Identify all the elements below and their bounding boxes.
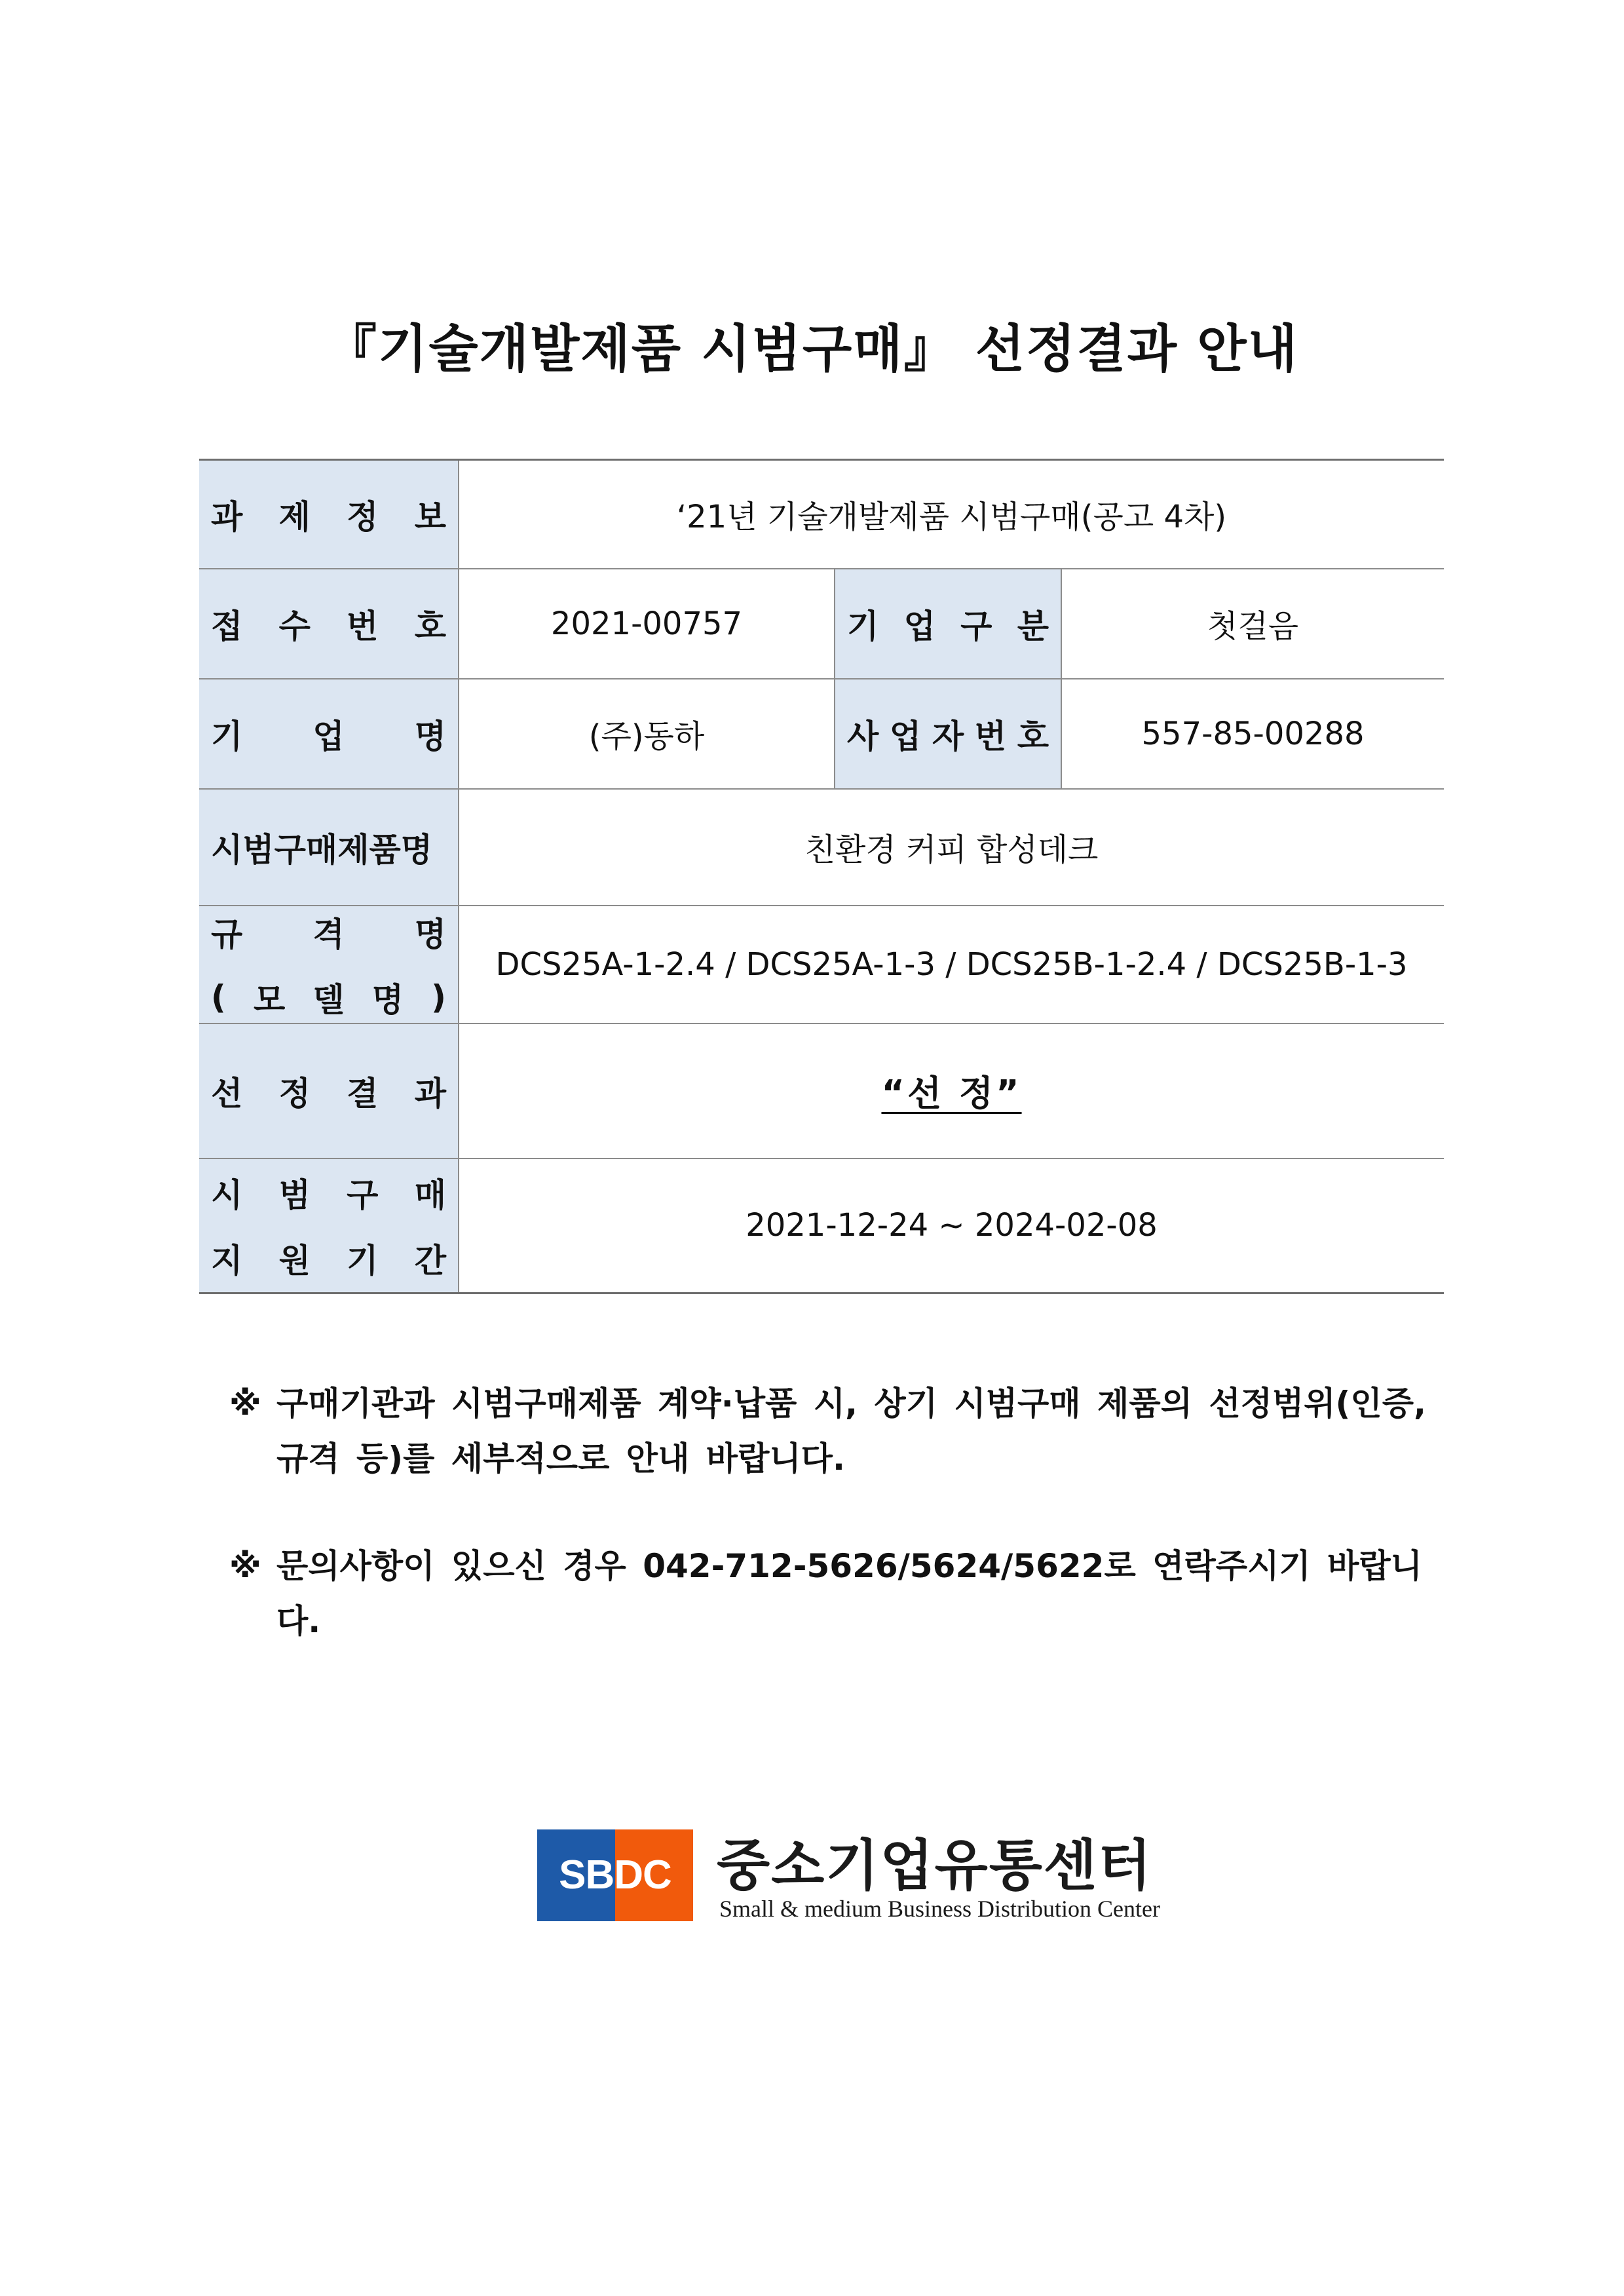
label-task-info: 과 제 정 보 (199, 460, 459, 569)
logo-abbr: SBDC (559, 1852, 671, 1898)
value-spec-name: DCS25A-1-2.4 / DCS25A-1-3 / DCS25B-1-2.4 / DCS25B-1-3 (459, 906, 1444, 1024)
note-item (229, 1376, 1448, 1486)
logo-name-english: Small & medium Business Distribution Center (719, 1896, 1160, 1922)
reference-mark-icon: ※ (229, 1547, 261, 1585)
label-company-type: 기 업 구 분 (835, 569, 1061, 679)
value-business-no: 557-85-00288 (1061, 679, 1444, 789)
label-business-no: 사 업 자 번 호 (835, 679, 1061, 789)
note-text: 문의사항이 있으신 경우 042-712-5626/5624/5622로 연락주시기 바랍니다. (276, 1547, 1422, 1640)
note-text: 구매기관과 시범구매제품 계약·납품 시, 상기 시범구매 제품의 선정범위(인증, 규격 등)를 세부적으로 안내 바랍니다. (276, 1385, 1426, 1478)
row-support-period (199, 1158, 1444, 1293)
row-spec-name (199, 906, 1444, 1024)
value-company-type: 첫걸음 (1061, 569, 1444, 679)
row-product-name (199, 789, 1444, 906)
row-receipt (199, 569, 1444, 679)
note-item (229, 1539, 1448, 1649)
value-support-period: 2021-12-24 ~ 2024-02-08 (459, 1158, 1444, 1293)
row-selection-result (199, 1024, 1444, 1158)
selection-result-text: “선 정” (881, 1073, 1022, 1114)
sbdc-logo-mark (537, 1829, 693, 1921)
value-company-name: (주)동하 (459, 679, 835, 789)
row-company (199, 679, 1444, 789)
document-title: 『기술개발제품 시범구매』 선정결과 안내 (325, 320, 1299, 379)
label-company-name: 기 업 명 (199, 679, 459, 789)
row-task-info (199, 460, 1444, 569)
value-task-info: ‘21년 기술개발제품 시범구매(공고 4차) (459, 460, 1444, 569)
label-spec-name: 규 격 명 ( 모 델 명 ) (199, 906, 459, 1024)
label-receipt-no: 접 수 번 호 (199, 569, 459, 679)
selection-info-table (199, 459, 1444, 1294)
sbdc-logo (537, 1808, 1160, 1940)
notes-section (229, 1376, 1448, 1649)
value-product-name: 친환경 커피 합성데크 (459, 789, 1444, 906)
label-selection-result: 선 정 결 과 (199, 1024, 459, 1158)
value-selection-result (459, 1024, 1444, 1158)
value-receipt-no: 2021-00757 (459, 569, 835, 679)
label-support-period: 시 범 구 매 지 원 기 간 (199, 1158, 459, 1293)
reference-mark-icon: ※ (229, 1385, 261, 1423)
label-product-name: 시범구매제품명 (199, 789, 459, 906)
logo-name-korean: 중소기업유통센터 (717, 1833, 1153, 1898)
